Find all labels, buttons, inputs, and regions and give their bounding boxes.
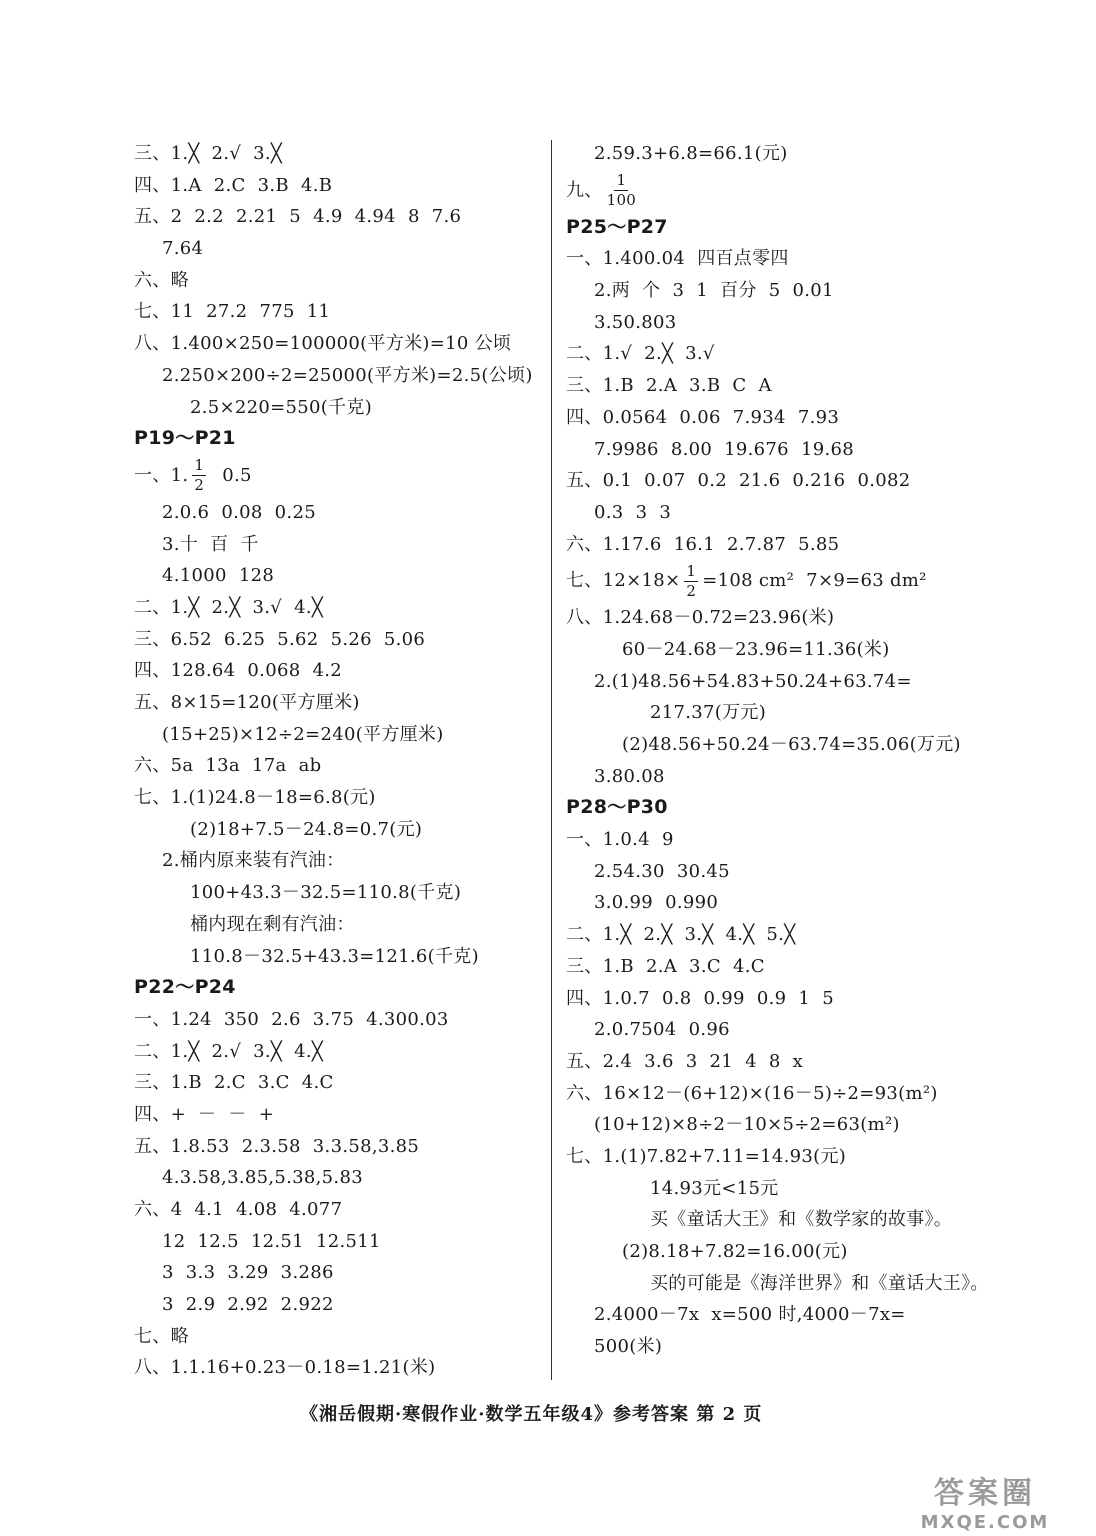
- answer-text: 3 3.3 3.29 3.286: [162, 1262, 334, 1284]
- answer-line: [566, 402, 976, 434]
- answer-line: [566, 951, 976, 983]
- answer-text: 四、+ － － +: [134, 1103, 275, 1125]
- fraction-denominator: 2: [686, 581, 697, 600]
- answer-line: [134, 265, 534, 297]
- answer-line: [134, 909, 534, 941]
- answer-line: [134, 201, 534, 233]
- answer-line: [566, 338, 976, 370]
- answer-text: (2)48.56+50.24－63.74=35.06(万元): [622, 734, 961, 755]
- answer-line: [134, 845, 534, 877]
- answer-text: 2.两 个 3 1 百分 5 0.01: [594, 280, 834, 302]
- answer-text: 2.桶内原来装有汽油：: [162, 850, 345, 872]
- answer-text: 四、128.64 0.068 4.2: [134, 660, 343, 682]
- answer-text: P28～P30: [566, 796, 668, 819]
- answer-text: 110.8－32.5+43.3=121.6(千克): [190, 945, 479, 967]
- answer-text: 买的可能是《海洋世界》和《童话大王》。: [650, 1272, 989, 1294]
- answer-line: [134, 497, 534, 529]
- answer-text: 八、1.24.68－0.72=23.96(米): [566, 607, 835, 629]
- answer-line: [134, 1352, 534, 1384]
- answer-line: [134, 328, 534, 360]
- answer-text: 二、1.√ 2.╳ 3.√: [566, 343, 715, 365]
- answer-text: 五、1.8.53 2.3.58 3.3.58,3.85: [134, 1135, 420, 1157]
- answer-text: 一、1.400.04 四百点零四: [566, 248, 789, 270]
- answer-line: [566, 370, 976, 402]
- section-heading: [134, 423, 534, 455]
- answer-text: 四、0.0564 0.06 7.934 7.93: [566, 406, 840, 428]
- answer-text: =108 cm² 7×9=63 dm²: [702, 570, 927, 592]
- answer-text: 0.3 3 3: [594, 501, 672, 523]
- answer-text: 14.93元<15元: [650, 1177, 779, 1199]
- answer-text: 六、5a 13a 17a ab: [134, 755, 322, 777]
- fraction-numerator: 1: [686, 561, 697, 580]
- answer-text: 7.64: [162, 238, 204, 260]
- answer-line: [566, 761, 976, 793]
- answer-line: [134, 296, 534, 328]
- answer-text: 三、1.B 2.A 3.C 4.C: [566, 955, 765, 977]
- answer-text: 3.十 百 千: [162, 533, 259, 555]
- section-heading: [134, 972, 534, 1004]
- answer-line: [566, 1014, 976, 1046]
- answer-text: 八、1.1.16+0.23－0.18=1.21(米): [134, 1357, 436, 1379]
- answer-line: [566, 170, 976, 212]
- fraction: [684, 561, 698, 600]
- answer-text: 2.0.6 0.08 0.25: [162, 501, 316, 523]
- answer-text: 2.59.3+6.8=66.1(元): [594, 143, 788, 164]
- answer-line: [566, 666, 976, 698]
- answer-line: [566, 1173, 976, 1205]
- answer-line: [566, 243, 976, 275]
- answer-line: [134, 1194, 534, 1226]
- answer-line: [134, 1257, 534, 1289]
- watermark-url: MXQE.COM: [920, 1512, 1050, 1533]
- answer-text: 五、0.1 0.07 0.2 21.6 0.216 0.082: [566, 470, 911, 492]
- section-heading: [566, 212, 976, 244]
- page-footer: 《湘岳假期·寒假作业·数学五年级4》参考答案 第 2 页: [300, 1404, 763, 1425]
- answer-line: [566, 529, 976, 561]
- answer-line: [566, 919, 976, 951]
- answer-text: 七、1.(1)24.8－18=6.8(元): [134, 787, 376, 809]
- answer-line: [134, 560, 534, 592]
- answer-line: [134, 750, 534, 782]
- answer-line: [134, 170, 534, 202]
- answer-text: 一、1.24 350 2.6 3.75 4.300.03: [134, 1008, 449, 1030]
- answer-text: 买《童话大王》和《数学家的故事》。: [650, 1209, 953, 1231]
- answer-text: 六、略: [134, 269, 189, 291]
- answer-text: 3 2.9 2.92 2.922: [162, 1294, 334, 1316]
- answer-line: [566, 824, 976, 856]
- answer-line: [566, 1046, 976, 1078]
- answer-text: P22～P24: [134, 976, 236, 999]
- answer-line: [134, 592, 534, 624]
- answer-text: 五、2 2.2 2.21 5 4.9 4.94 8 7.6: [134, 206, 462, 228]
- answer-text: 七、1.(1)7.82+7.11=14.93(元): [566, 1145, 847, 1167]
- fraction: [192, 458, 206, 493]
- answer-line: [566, 560, 976, 602]
- answer-text: (2)8.18+7.82=16.00(元): [622, 1241, 848, 1262]
- answer-line: [566, 856, 976, 888]
- answer-text: 2.54.30 30.45: [594, 860, 730, 882]
- answer-line: [566, 1204, 976, 1236]
- answer-text: (10+12)×8÷2－10×5÷2=63(m²): [594, 1114, 900, 1136]
- fraction-denominator: 2: [194, 476, 205, 495]
- answer-text: 2.0.7504 0.96: [594, 1019, 730, 1041]
- answer-line: [566, 1236, 976, 1268]
- answer-line: [134, 687, 534, 719]
- answer-line: [566, 275, 976, 307]
- watermark-text: 答案圈: [934, 1476, 1036, 1511]
- answer-line: [134, 1004, 534, 1036]
- answer-line: [566, 634, 976, 666]
- answer-line: [134, 455, 534, 497]
- answer-text: (2)18+7.5－24.8=0.7(元): [190, 818, 423, 840]
- fraction-numerator: 1: [194, 456, 205, 475]
- answer-line: [134, 1067, 534, 1099]
- answer-text: 桶内现在剩有汽油：: [190, 913, 355, 935]
- answer-line: [566, 1299, 976, 1331]
- answer-line: [134, 941, 534, 973]
- answer-line: [566, 307, 976, 339]
- answer-text: 60－24.68－23.96=11.36(米): [622, 638, 890, 660]
- answer-text: 4.3.58,3.85,5.38,5.83: [162, 1167, 363, 1189]
- answer-text: 0.5: [210, 465, 252, 487]
- answer-line: [566, 729, 976, 761]
- answer-text: 3.0.99 0.990: [594, 892, 719, 914]
- answer-line: [134, 1131, 534, 1163]
- answer-text: 2.4000－7x x=500 时,4000－7x=: [594, 1304, 906, 1326]
- answer-text: 100+43.3－32.5=110.8(千克): [190, 882, 462, 904]
- answer-line: [566, 1331, 976, 1363]
- answer-line: [134, 1321, 534, 1353]
- answer-line: [134, 1036, 534, 1068]
- answer-line: [566, 138, 976, 170]
- answer-text: 二、1.╳ 2.╳ 3.╳ 4.╳ 5.╳: [566, 924, 796, 946]
- answer-line: [566, 697, 976, 729]
- answer-text: 12 12.5 12.51 12.511: [162, 1230, 381, 1252]
- answer-line: [566, 1141, 976, 1173]
- answer-line: [566, 602, 976, 634]
- answer-text: 七、略: [134, 1325, 189, 1347]
- answer-text: 4.1000 128: [162, 565, 275, 587]
- answer-line: [134, 529, 534, 561]
- answer-text: 二、1.╳ 2.╳ 3.√ 4.╳: [134, 596, 324, 618]
- column-divider: [551, 140, 552, 1380]
- answer-text: 四、1.A 2.C 3.B 4.B: [134, 174, 333, 196]
- answer-text: 三、1.B 2.C 3.C 4.C: [134, 1072, 334, 1094]
- answer-line: [134, 392, 534, 424]
- answer-text: 六、16×12－(6+12)×(16－5)÷2=93(m²): [566, 1082, 938, 1104]
- answer-text: 217.37(万元): [650, 702, 767, 724]
- answer-text: 五、8×15=120(平方厘米): [134, 692, 360, 713]
- answer-text: 七、12×18×: [566, 570, 681, 592]
- answer-line: [134, 782, 534, 814]
- answer-text: (15+25)×12÷2=240(平方厘米): [162, 723, 444, 745]
- fraction: [607, 173, 637, 208]
- answer-text: 七、11 27.2 775 11: [134, 301, 331, 323]
- answer-line: [134, 233, 534, 265]
- answer-text: 九、: [566, 179, 603, 201]
- answer-line: [134, 1162, 534, 1194]
- answer-column-right: [566, 138, 989, 1363]
- answer-line: [134, 877, 534, 909]
- answer-line: [134, 360, 534, 392]
- answer-line: [566, 465, 976, 497]
- watermark-logo: [890, 1468, 1080, 1533]
- answer-line: [134, 719, 534, 751]
- answer-line: [134, 138, 534, 170]
- answer-line: [566, 1078, 976, 1110]
- answer-text: 三、1.╳ 2.√ 3.╳: [134, 143, 283, 164]
- answer-text: 7.9986 8.00 19.676 19.68: [594, 438, 855, 460]
- answer-text: 三、1.B 2.A 3.B C A: [566, 375, 772, 397]
- answer-text: 2.5×220=550(千克): [190, 396, 373, 418]
- answer-text: 一、1.: [134, 465, 189, 487]
- fraction-denominator: 100: [606, 191, 637, 210]
- answer-text: P19～P21: [134, 427, 236, 450]
- answer-line: [134, 624, 534, 656]
- answer-text: 四、1.0.7 0.8 0.99 0.9 1 5: [566, 987, 834, 1009]
- answer-line: [566, 497, 976, 529]
- answer-text: 3.80.08: [594, 765, 665, 787]
- answer-line: [566, 887, 976, 919]
- answer-text: 一、1.0.4 9: [566, 829, 674, 851]
- answer-line: [566, 1268, 989, 1300]
- answer-text: 八、1.400×250=100000(平方米)=10 公顷: [134, 333, 512, 355]
- fraction-numerator: 1: [616, 171, 627, 190]
- answer-line: [134, 655, 534, 687]
- answer-text: 五、2.4 3.6 3 21 4 8 x: [566, 1050, 804, 1072]
- answer-line: [134, 1289, 534, 1321]
- answer-text: P25～P27: [566, 215, 668, 238]
- answer-text: 二、1.╳ 2.√ 3.╳ 4.╳: [134, 1040, 324, 1062]
- answer-text: 3.50.803: [594, 311, 677, 333]
- answer-line: [566, 434, 976, 466]
- answer-line: [134, 1226, 534, 1258]
- answer-text: 六、1.17.6 16.1 2.7.87 5.85: [566, 533, 840, 555]
- answer-text: 六、4 4.1 4.08 4.077: [134, 1199, 343, 1220]
- answer-line: [566, 983, 976, 1015]
- answer-text: 2.(1)48.56+54.83+50.24+63.74=: [594, 670, 912, 692]
- answer-line: [134, 814, 534, 846]
- answer-line: [134, 1099, 534, 1131]
- answer-column-left: [134, 138, 534, 1384]
- answer-line: [566, 1109, 976, 1141]
- answer-text: 三、6.52 6.25 5.62 5.26 5.06: [134, 628, 426, 650]
- answer-text: 500(米): [594, 1336, 663, 1358]
- section-heading: [566, 792, 976, 824]
- answer-text: 2.250×200÷2=25000(平方米)=2.5(公顷): [162, 364, 533, 386]
